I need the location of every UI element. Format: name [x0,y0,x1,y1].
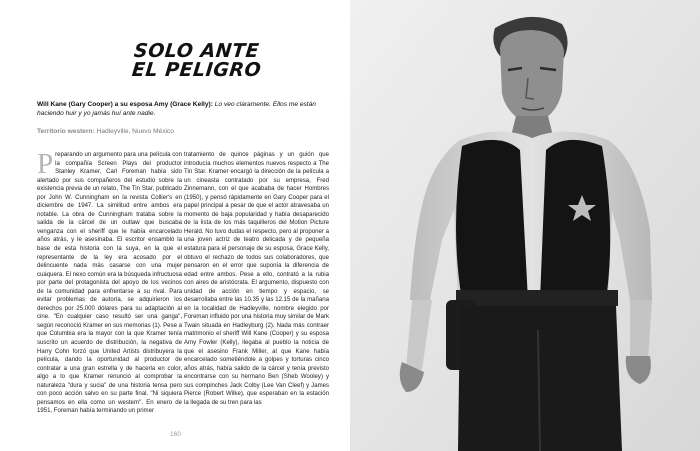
gary-cooper-photo [350,0,700,451]
territory-line [37,128,174,135]
territory-value: Hadleyville, Nuevo México [96,128,174,135]
title-line-2: EL PELIGRO [130,59,263,81]
territory-label: Territorio western: [37,128,95,135]
intro-quote [37,100,327,119]
right-page-photo [350,0,700,451]
body-text-2: tratamiento de quince páginas y un guión que introducía muchos elementos nuevos respecto a The Tin Star. Kramer encargó la dirección de la película a un cineasta contratado por su empresa, Fred Zinnemann, con el que acababa de hacer Hombres (1950), y pensó rápidamente en Gary Cooper para el papel principal a pesar de que el actor atravesaba un momento de baja popularidad y había desaparecido de la lista de los más taquilleros del Motion Picture Herald. No tuvo dudas el respecto, pero al proponer a una joven actriz de teatro delicada y de pequeña estatura para el personaje de su esposa, Grace Kelly, obtuvo el rechazo de todos sus colaboradores, que pensaron en el error que suponía la diferencia de edad entre ambos. Pese a ello, contrató a la rubia con aires de aristócrata. El argumento, dispuesto con unidad de acción en tiempo y espacio, se desarrollaba entre las 10.35 y las 12.15 de la mañana en la localidad de Hadleyville, nombre elegido por Foreman influido por una historia muy similar de Mark Twain situada en Hadleyburg (2). Nada más contraer matrimonio el sheriff Will Kane (Cooper) y su esposa Amy Fowler (Kelly), llegaba al pueblo la noticia de que el asesino Frank Miller, al que Kane había encarcelado sometiéndole a golpes y torturas cinco años atrás, había salido de la cárcel y tenía previsto encontrarse con su hermano Ben (Sheb Wooley) y sus compinches Jack Colby (Lee Van Cleef) y James Pierce (Robert Wilke), que esperaban en la estación la llegada de su tren para las [184,152,329,406]
chapter-title [131,42,264,80]
body-text-1: reparando un argumento para una película con la compañía Screen Plays del productor Stanley Kramer, Carl Foreman había sido alertado por sus compañeros del estudio sobre la existencia previa de un relato, The Tin Star, publicado por John W. Cunningham en la revista Collier's en diciembre de 1947. La similitud entre ambos era notable. La obra de Cunningham trataba sobre la salida de la cárcel de un outlaw que buscaba venganza con el sheriff que le había encarcelado años atrás, y le asesinaba. El escritor ensambló la base de esta historia con la suya, en la que el representante de la ley era acosado por el delincuente nada más casarse con una mujer cuáquera. El nexo común era la búsqueda infructuosa por parte del protagonista del apoyo de los vecinos de la comunidad para enfrentarse a su rival. Para evitar problemas de autoría, se adquirieron los derechos por 25.000 dólares para su adaptación al cine. "En cualquier caso resultó ser una ganga", según reconoció Kramer en sus memorias (1). Pese a que Columbia era la mayor con la que Kramer tenía suscrito un acuerdo de distribución, la negativa de Harry Cohn forzó que United Artists distribuyera la película, dando la oportunidad al productor de contratar a una gran estrella y de hacerla en color, algo a lo que Kramer renunció al comprobar la naturaleza "dura y sucia" de una historia tensa pero con poco acción salvo en su parte final. "Ni siquiera pensamos en ella como un western". En enero de 1951, Foreman había terminando un primer [37,152,182,415]
page-number: 160 [170,431,181,438]
body-column-1 [37,148,182,416]
body-column-2 [184,151,329,407]
intro-quote-text: Lo veo claramente. Ellos me están haciendo huir y yo jamás huí ante nadie. [37,101,316,118]
title-line-1: SOLO ANTE [132,40,261,62]
intro-speaker: Will Kane (Gary Cooper) a su esposa Amy (Grace Kelly): [37,101,213,108]
drop-cap: P [37,148,54,180]
